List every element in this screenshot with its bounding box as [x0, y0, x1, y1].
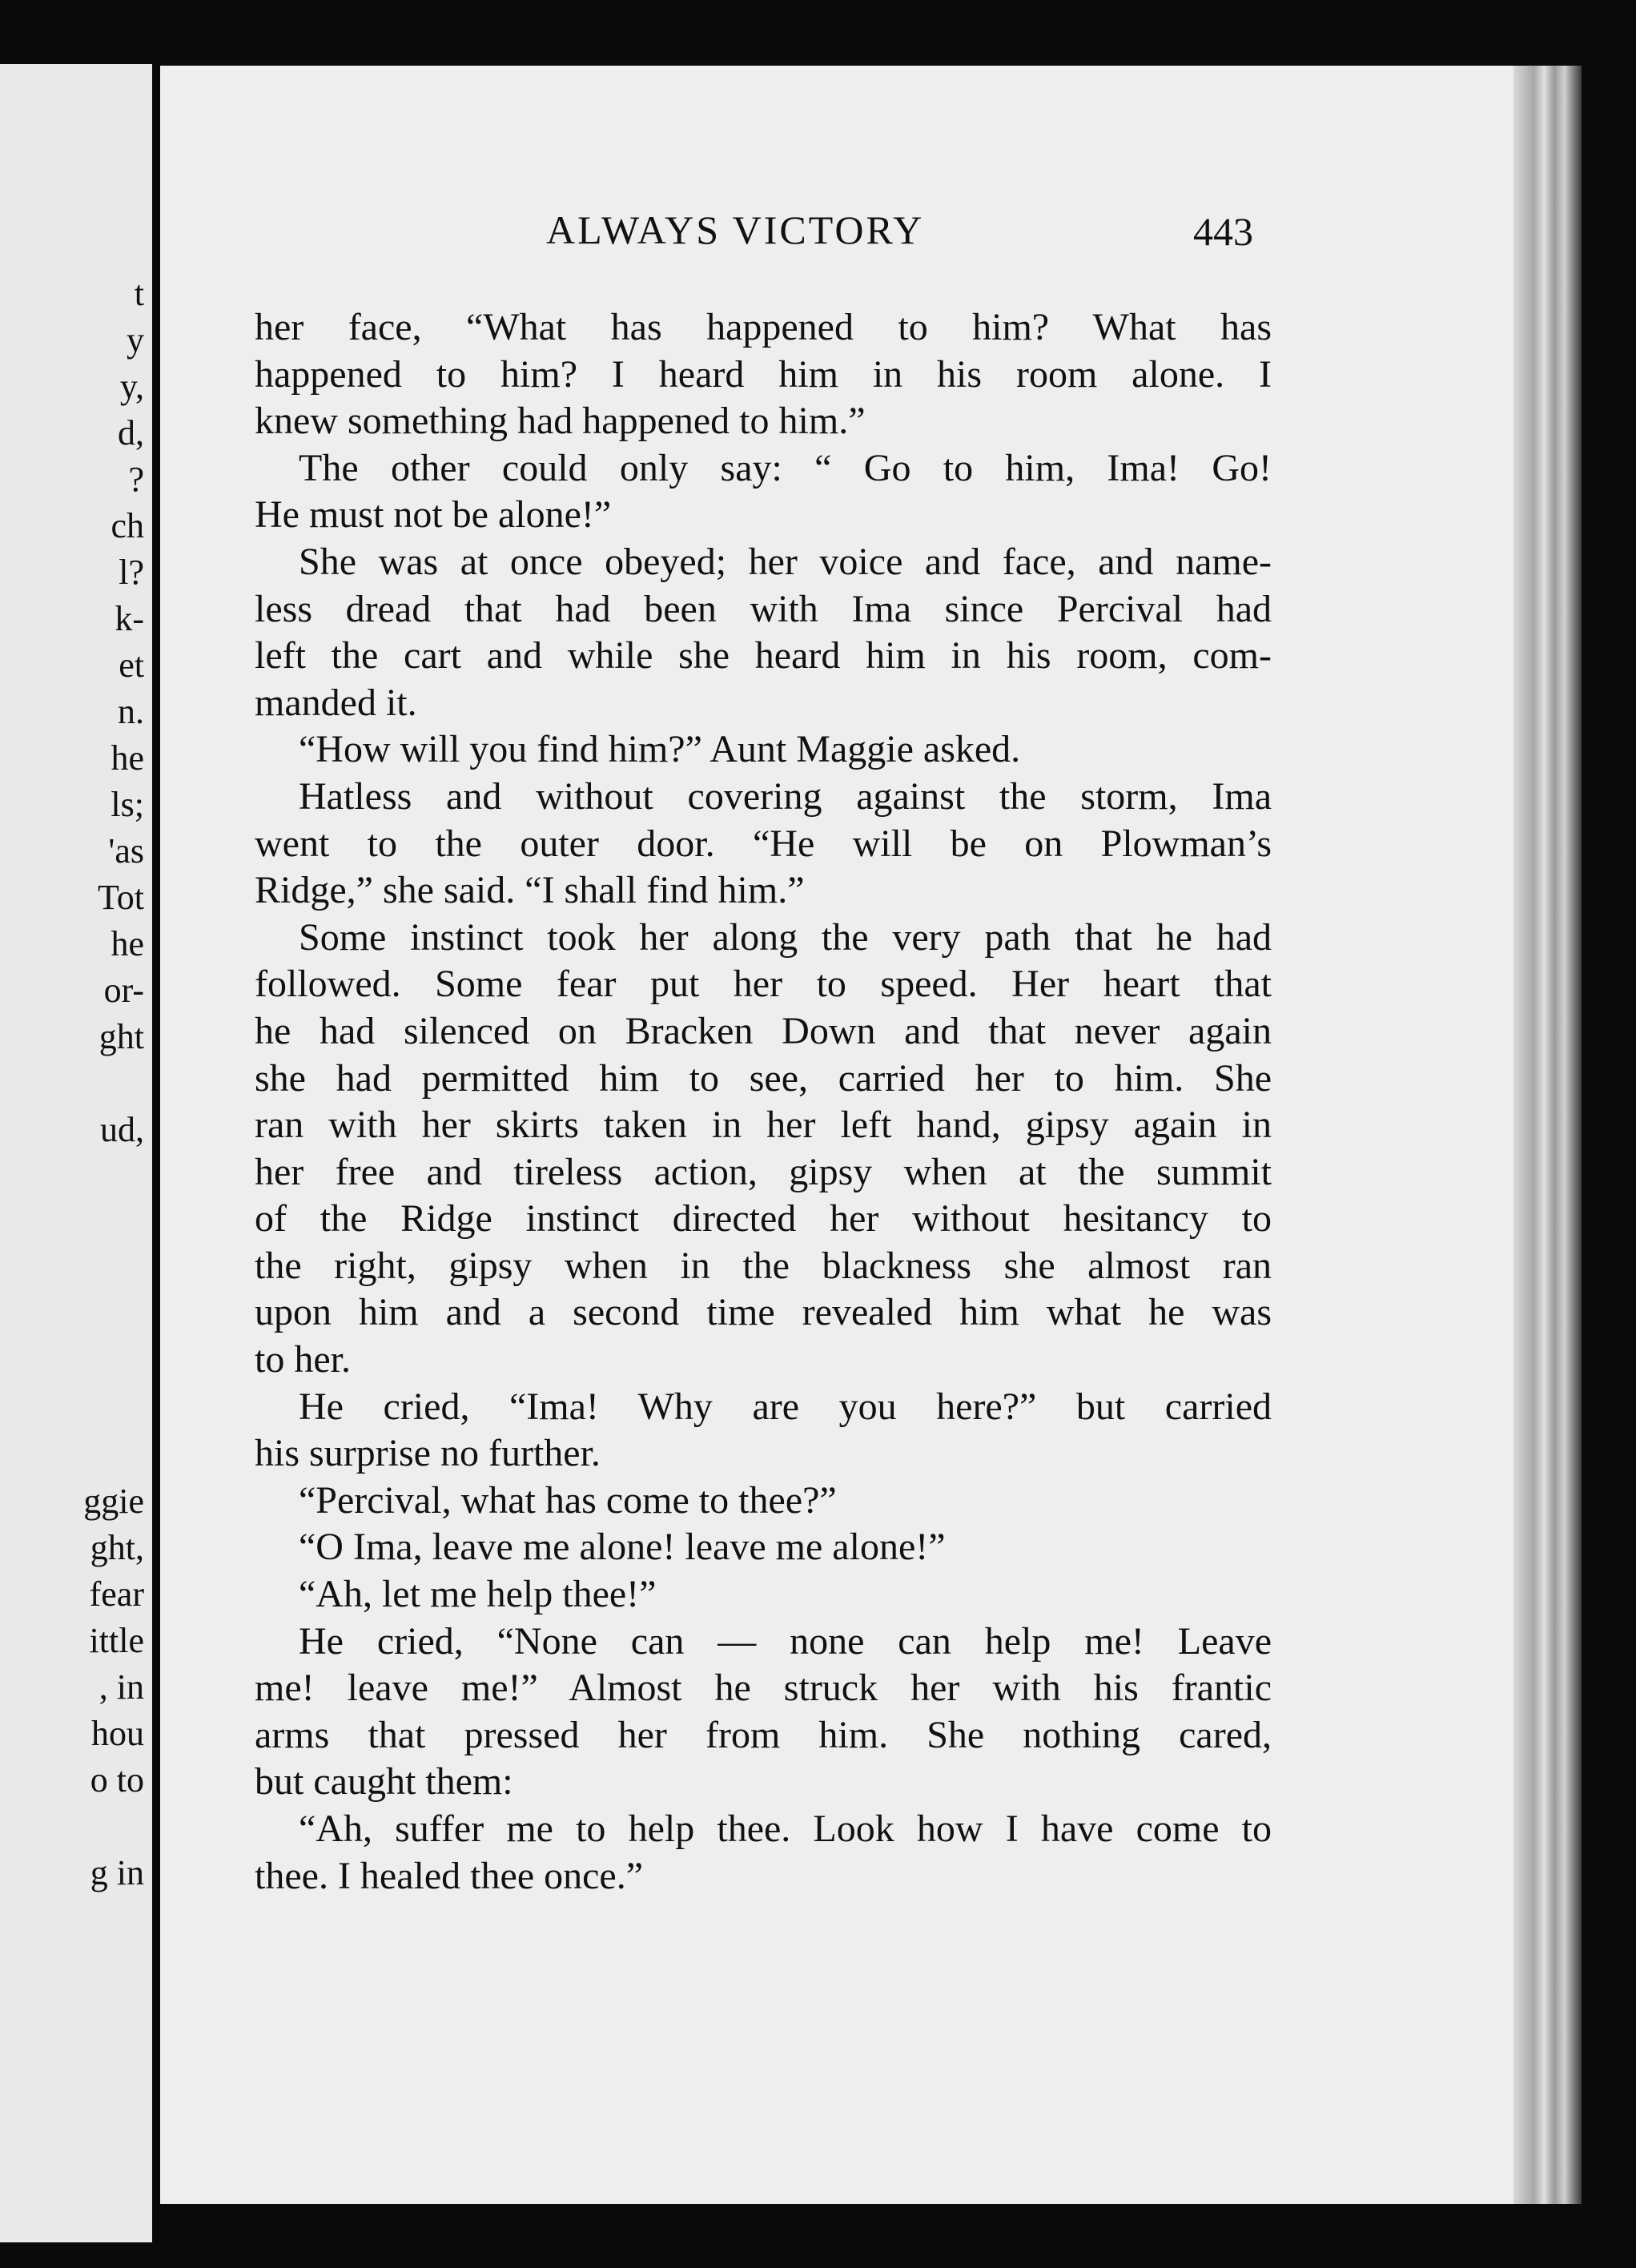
facing-page-text: n. — [118, 692, 144, 731]
facing-page-text: l? — [119, 553, 144, 592]
text-line: He cried, “Ima! Why are you here?” but carried — [299, 1385, 1272, 1428]
text-line: he had silenced on Bracken Down and that never again — [255, 1009, 1272, 1052]
page-edge — [1513, 66, 1582, 2204]
facing-page-text: t — [134, 274, 144, 313]
text-line: her free and tireless action, gipsy when at the summit — [255, 1150, 1272, 1193]
text-line: He must not be alone!” — [255, 493, 612, 537]
text-line: less dread that had been with Ima since Percival had — [255, 587, 1272, 630]
facing-page-text: Tot — [97, 878, 144, 917]
facing-page-text: k- — [115, 599, 144, 638]
facing-page-text: ggie — [83, 1482, 144, 1521]
text-line: Hatless and without covering against the storm, Ima — [299, 774, 1272, 818]
text-line: upon him and a second time revealed him what he was — [255, 1291, 1272, 1334]
facing-page-fragment — [0, 64, 152, 2242]
text-line: “Percival, what has come to thee?” — [299, 1478, 837, 1522]
text-line: “Ah, let me help thee!” — [299, 1573, 657, 1616]
text-line: his surprise no further. — [255, 1432, 601, 1475]
facing-page-text: y — [127, 320, 144, 360]
text-line: left the cart and while she heard him in his room, com- — [255, 634, 1272, 678]
facing-page-text: ud, — [100, 1110, 144, 1149]
text-line: The other could only say: “ Go to him, Ima! Go! — [299, 446, 1272, 489]
text-line: “Ah, suffer me to help thee. Look how I have come to — [299, 1808, 1272, 1850]
facing-page-text: ? — [128, 460, 144, 499]
facing-page-text: he — [111, 924, 144, 963]
facing-page-text: hou — [91, 1714, 144, 1753]
facing-page-text: ls; — [111, 785, 144, 824]
text-line: Some instinct took her along the very path that he had — [299, 915, 1272, 959]
text-line: She was at once obeyed; her voice and face, and name- — [299, 540, 1272, 583]
facing-page-text: ch — [111, 506, 144, 545]
facing-page-text: ght — [98, 1017, 144, 1056]
text-line: happened to him? I heard him in his room alone. I — [255, 352, 1272, 396]
text-line: went to the outer door. “He will be on Plowman’s — [255, 822, 1272, 865]
text-line: her face, “What has happened to him? What has — [255, 306, 1272, 348]
text-line: she had permitted him to see, carried her to him. She — [255, 1056, 1272, 1100]
text-line: thee. I healed thee once.” — [255, 1854, 644, 1897]
text-line: Ridge,” she said. “I shall find him.” — [255, 869, 805, 912]
facing-page-text: o to — [90, 1760, 144, 1800]
facing-page-text: he — [111, 738, 144, 778]
text-line: knew something had happened to him.” — [255, 400, 866, 443]
text-line: ran with her skirts taken in her left hand, gipsy again in — [255, 1104, 1272, 1147]
text-line: “O Ima, leave me alone! leave me alone!” — [299, 1526, 946, 1569]
facing-page-text: or- — [103, 971, 144, 1010]
running-head: ALWAYS VICTORY — [546, 207, 925, 252]
facing-page-text: y, — [119, 367, 144, 406]
text-line: of the Ridge instinct directed her without hesitancy to — [255, 1197, 1272, 1241]
text-line: the right, gipsy when in the blackness she almost ran — [255, 1244, 1272, 1287]
text-line: “How will you find him?” Aunt Maggie asked. — [299, 728, 1021, 771]
text-line: manded it. — [255, 681, 417, 724]
facing-page-text: d, — [118, 413, 144, 452]
page-header — [160, 207, 1513, 263]
facing-page-text: fear — [89, 1574, 144, 1614]
text-line: He cried, “None can — none can help me! Leave — [299, 1619, 1272, 1663]
body-text — [255, 304, 1272, 1900]
facing-page-text: et — [119, 645, 144, 685]
facing-page-text: g in — [90, 1853, 144, 1892]
text-line: but caught them: — [255, 1760, 513, 1804]
text-line: followed. Some fear put her to speed. Her heart that — [255, 963, 1272, 1006]
facing-page-text: , in — [98, 1667, 144, 1707]
text-line: arms that pressed her from him. She nothing cared, — [255, 1713, 1272, 1756]
facing-page-text: 'as — [108, 831, 144, 871]
page-number: 443 — [1193, 209, 1253, 254]
facing-page-text: ittle — [89, 1621, 144, 1660]
text-line: to her. — [255, 1338, 351, 1381]
facing-page-text: ght, — [90, 1528, 144, 1567]
text-line: me! leave me!” Almost he struck her with his frantic — [255, 1667, 1272, 1710]
